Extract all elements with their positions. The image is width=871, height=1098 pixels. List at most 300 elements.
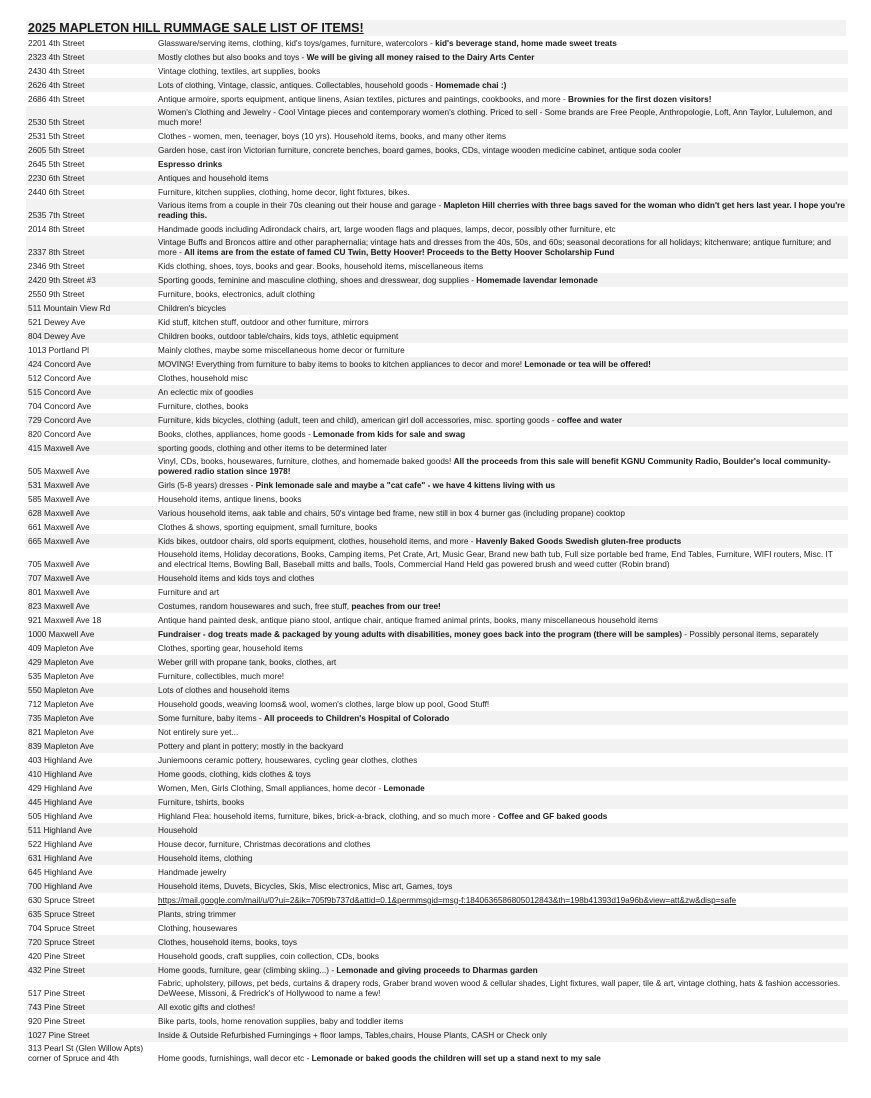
- address-text: 628 Maxwell Ave: [28, 508, 90, 518]
- address-text: 522 Highland Ave: [28, 839, 93, 849]
- address-text: 2440 6th Street: [28, 187, 85, 197]
- description-text: Costumes, random housewares and such, free stuff,: [158, 601, 352, 611]
- table-row: [26, 548, 848, 571]
- description-cell: [156, 143, 848, 157]
- description-text: Household items, Duvets, Bicycles, Skis, Misc electronics, Misc art, Games, toys: [158, 881, 453, 891]
- address-text: 550 Mapleton Ave: [28, 685, 94, 695]
- description-cell: [156, 683, 848, 697]
- description-cell: [156, 921, 848, 935]
- description-text: Highland Flea: household items, furniture, bikes, brick-a-brack, clothing, and so much more -: [158, 811, 498, 821]
- table-row: [26, 879, 848, 893]
- address-text: 2605 5th Street: [28, 145, 85, 155]
- table-row: [26, 506, 848, 520]
- description-text: Clothing, housewares: [158, 923, 238, 933]
- table-row: [26, 455, 848, 478]
- address-cell: [26, 259, 156, 273]
- address-cell: [26, 767, 156, 781]
- address-cell: [26, 795, 156, 809]
- address-text: 801 Maxwell Ave: [28, 587, 90, 597]
- address-text: 511 Mountain View Rd: [28, 303, 111, 313]
- address-cell: [26, 1042, 156, 1065]
- description-cell: [156, 599, 848, 613]
- address-text: 521 Dewey Ave: [28, 317, 86, 327]
- description-cell: [156, 106, 848, 129]
- address-text: 823 Maxwell Ave: [28, 601, 90, 611]
- description-text: Furniture, books, electronics, adult clothing: [158, 289, 315, 299]
- address-cell: [26, 287, 156, 301]
- table-row: [26, 893, 848, 907]
- table-row: [26, 478, 848, 492]
- address-text: 429 Mapleton Ave: [28, 657, 94, 667]
- table-row: [26, 963, 848, 977]
- description-text: Various household items, aak table and chairs, 50's vintage bed frame, new still in box 4 burner gas (including propane) cooktop: [158, 508, 625, 518]
- highlight-text: Lemonade or tea will be offered!: [524, 359, 651, 369]
- description-cell: [156, 613, 848, 627]
- address-cell: [26, 739, 156, 753]
- address-cell: [26, 199, 156, 222]
- address-cell: [26, 78, 156, 92]
- sale-table: [26, 36, 848, 1065]
- description-text: Furniture, collectibles, much more!: [158, 671, 285, 681]
- table-row: [26, 385, 848, 399]
- address-text: 2531 5th Street: [28, 131, 85, 141]
- description-cell: [156, 879, 848, 893]
- description-cell: [156, 78, 848, 92]
- address-cell: [26, 478, 156, 492]
- description-cell: [156, 725, 848, 739]
- description-text: Lots of clothes and household items: [158, 685, 290, 695]
- description-text: Furniture, clothes, books: [158, 401, 249, 411]
- table-row: [26, 949, 848, 963]
- address-text: 720 Spruce Street: [28, 937, 95, 947]
- highlight-text: All the proceeds from this sale will benefit KGNU Community Radio, Boulder's local community-powered radio station since 1978!: [158, 457, 831, 476]
- description-cell: [156, 478, 848, 492]
- table-row: [26, 185, 848, 199]
- highlight-text: We will be giving all money raised to the Dairy Arts Center: [306, 52, 535, 62]
- address-text: 424 Concord Ave: [28, 359, 92, 369]
- address-cell: [26, 879, 156, 893]
- highlight-text: Pink lemonade sale and maybe a "cat cafe" - we have 4 kittens living with us: [255, 480, 556, 490]
- highlight-text: Fundraiser - dog treats made & packaged by young adults with disabilities, money goes back into the program (there will be samples): [158, 629, 682, 639]
- address-cell: [26, 399, 156, 413]
- table-row: [26, 129, 848, 143]
- description-cell: [156, 711, 848, 725]
- description-cell: [156, 50, 848, 64]
- table-row: [26, 413, 848, 427]
- description-cell: [156, 357, 848, 371]
- table-row: [26, 767, 848, 781]
- table-row: [26, 613, 848, 627]
- description-text: Clothes, household misc: [158, 373, 248, 383]
- description-text: Household items, clothing: [158, 853, 253, 863]
- address-text: 705 Maxwell Ave: [28, 559, 90, 569]
- address-text: 712 Mapleton Ave: [28, 699, 94, 709]
- address-text: 704 Spruce Street: [28, 923, 95, 933]
- address-text: 2014 8th Street: [28, 224, 85, 234]
- description-cell: [156, 1000, 848, 1014]
- address-cell: [26, 935, 156, 949]
- description-text: Various items from a couple in their 70s cleaning out their house and garage -: [158, 201, 444, 210]
- description-text: Children's bicycles: [158, 303, 227, 313]
- address-cell: [26, 520, 156, 534]
- table-row: [26, 977, 848, 1000]
- description-cell: [156, 823, 848, 837]
- table-row: [26, 50, 848, 64]
- highlight-text: Lemonade and giving proceeds to Dharmas garden: [336, 965, 538, 975]
- address-cell: [26, 315, 156, 329]
- description-text: Furniture and art: [158, 587, 219, 597]
- table-row: [26, 865, 848, 879]
- description-cell: [156, 399, 848, 413]
- address-text: 505 Maxwell Ave: [28, 466, 90, 476]
- description-cell: [156, 641, 848, 655]
- table-row: [26, 823, 848, 837]
- description-text: Household items, Holiday decorations, Books, Camping items, Pet Crate, Art, Music Gear, Brand new bath tub, Full size portable bed frame, End Tables, Furniture, WIFI routers, Misc. IT and electrical Items, Bowling Ball, Baseball mitts and balls, Tools, Commercial Hand Held gas powered brush and weed cutter (Robin brand): [158, 550, 833, 569]
- description-cell: [156, 329, 848, 343]
- description-text: Handmade jewelry: [158, 867, 227, 877]
- address-text: 2430 4th Street: [28, 66, 85, 76]
- address-cell: [26, 641, 156, 655]
- description-text: Clothes, sporting gear, household items: [158, 643, 303, 653]
- description-cell: [156, 301, 848, 315]
- address-cell: [26, 697, 156, 711]
- address-text: 661 Maxwell Ave: [28, 522, 90, 532]
- description-cell: [156, 571, 848, 585]
- address-text: 2530 5th Street: [28, 117, 85, 127]
- description-cell: [156, 385, 848, 399]
- description-text: Pottery and plant in pottery; mostly in the backyard: [158, 741, 344, 751]
- table-row: [26, 273, 848, 287]
- address-cell: [26, 273, 156, 287]
- address-cell: [26, 343, 156, 357]
- highlight-text: peaches from our tree!: [351, 601, 441, 611]
- table-row: [26, 64, 848, 78]
- description-cell: [156, 287, 848, 301]
- description-cell: [156, 697, 848, 711]
- description-text: Handmade goods including Adirondack chairs, art, large wooden flags and plaques, lamps, decor, possibly other furniture, etc: [158, 224, 616, 234]
- address-cell: [26, 823, 156, 837]
- table-row: [26, 753, 848, 767]
- description-cell: [156, 185, 848, 199]
- description-text: Household goods, craft supplies, coin collection, CDs, books: [158, 951, 380, 961]
- highlight-text: kid's beverage stand, home made sweet treats: [435, 38, 617, 48]
- address-cell: [26, 809, 156, 823]
- description-text: Clothes & shows, sporting equipment, small furniture, books: [158, 522, 378, 532]
- description-text: Vinyl, CDs, books, housewares, furniture, clothes, and homemade baked goods!: [158, 457, 454, 466]
- address-text: 2346 9th Street: [28, 261, 85, 271]
- address-cell: [26, 613, 156, 627]
- description-cell: [156, 171, 848, 185]
- address-cell: [26, 427, 156, 441]
- table-row: [26, 399, 848, 413]
- description-cell: [156, 427, 848, 441]
- description-text: House decor, furniture, Christmas decorations and clothes: [158, 839, 371, 849]
- address-cell: [26, 851, 156, 865]
- highlight-text: All items are from the estate of famed CU Twin, Betty Hoover! Proceeds to the Betty Hoover Scholarship Fund: [184, 247, 615, 257]
- description-text: Antique hand painted desk, antique piano stool, antique chair, antique framed animal prints, books, many miscellaneous household items: [158, 615, 658, 625]
- highlight-text: Brownies for the first dozen visitors!: [567, 94, 712, 104]
- address-cell: [26, 329, 156, 343]
- address-cell: [26, 441, 156, 455]
- highlight-text: Mapleton Hill cherries with three bags saved for the woman who didn't get hers last year. I hope you're reading this.: [158, 201, 845, 220]
- description-text: Girls (5-8 years) dresses -: [158, 480, 256, 490]
- address-text: 1013 Portland Pl: [28, 345, 90, 355]
- description-cell: [156, 157, 848, 171]
- description-cell: [156, 1014, 848, 1028]
- address-cell: [26, 571, 156, 585]
- description-cell: [156, 977, 848, 1000]
- description-text: Household items, antique linens, books: [158, 494, 302, 504]
- table-row: [26, 301, 848, 315]
- highlight-text: Lemonade: [383, 783, 425, 793]
- table-row: [26, 683, 848, 697]
- address-text: 429 Highland Ave: [28, 783, 93, 793]
- address-cell: [26, 455, 156, 478]
- address-text: 505 Highland Ave: [28, 811, 93, 821]
- address-cell: [26, 893, 156, 907]
- table-row: [26, 921, 848, 935]
- table-row: [26, 627, 848, 641]
- description-cell: [156, 767, 848, 781]
- description-text: Household goods, weaving looms& wool, women's clothes, large blow up pool, Good Stuff!: [158, 699, 490, 709]
- address-text: 313 Pearl St (Glen Willow Apts): [28, 1044, 144, 1053]
- address-cell: [26, 781, 156, 795]
- address-cell: [26, 385, 156, 399]
- address-text: 2645 5th Street: [28, 159, 85, 169]
- table-row: [26, 725, 848, 739]
- address-text: 821 Mapleton Ave: [28, 727, 94, 737]
- address-text: 2550 9th Street: [28, 289, 85, 299]
- description-cell: [156, 1042, 848, 1065]
- description-cell: [156, 949, 848, 963]
- description-text: Furniture, kitchen supplies, clothing, home decor, light fixtures, bikes.: [158, 187, 410, 197]
- table-row: [26, 343, 848, 357]
- address-cell: [26, 725, 156, 739]
- address-text: 512 Concord Ave: [28, 373, 92, 383]
- table-row: [26, 837, 848, 851]
- description-text: Fabric, upholstery, pillows, pet beds, curtains & drapery rods, Graber brand woven wood & cellular shades, Light fixtures, wall paper, tile & art, vintage clothing, hats & fashion accessories. DeWeese, Missoni, & Fredrick's of Hollywood to name a few!: [158, 979, 841, 998]
- description-cell: [156, 809, 848, 823]
- description-text: All exotic gifts and clothes!: [158, 1002, 256, 1012]
- address-text: 415 Maxwell Ave: [28, 443, 90, 453]
- table-row: [26, 571, 848, 585]
- description-text: Vintage Buffs and Broncos attire and other paraphernalia; vintage hats and dresses from the 40s, 50s, and 60s; seasonal decorations for all holidays; kitchenware; antique furniture; and more -: [158, 238, 831, 257]
- address-text: 409 Mapleton Ave: [28, 643, 94, 653]
- address-text: 2337 8th Street: [28, 247, 85, 257]
- description-cell: [156, 837, 848, 851]
- description-text: Mainly clothes, maybe some miscellaneous home decor or furniture: [158, 345, 405, 355]
- description-cell: [156, 413, 848, 427]
- address-cell: [26, 143, 156, 157]
- highlight-text: Lemonade or baked goods the children will set up a stand next to my sale: [311, 1053, 601, 1063]
- address-text: 585 Maxwell Ave: [28, 494, 90, 504]
- address-text: 2230 6th Street: [28, 173, 85, 183]
- address-text: 403 Highland Ave: [28, 755, 93, 765]
- highlight-text: All proceeds to Children's Hospital of Colorado: [263, 713, 450, 723]
- description-text: Kid stuff, kitchen stuff, outdoor and other furniture, mirrors: [158, 317, 369, 327]
- description-text: Women, Men, Girls Clothing, Small appliances, home decor -: [158, 783, 384, 793]
- highlight-text: Coffee and GF baked goods: [497, 811, 608, 821]
- description-cell: [156, 222, 848, 236]
- description-cell: [156, 371, 848, 385]
- address-text: 735 Mapleton Ave: [28, 713, 94, 723]
- table-row: [26, 795, 848, 809]
- address-cell: [26, 963, 156, 977]
- description-text: Juniemoons ceramic pottery, housewares, cycling gear clothes, clothes: [158, 755, 418, 765]
- address-text: 445 Highland Ave: [28, 797, 93, 807]
- sale-rows: [26, 36, 848, 1065]
- address-cell: [26, 36, 156, 50]
- table-row: [26, 143, 848, 157]
- highlight-text: Homemade lavendar lemonade: [476, 275, 598, 285]
- address-text: 515 Concord Ave: [28, 387, 92, 397]
- highlight-text: Lemonade from kids for sale and swag: [313, 429, 466, 439]
- description-cell: [156, 259, 848, 273]
- address-text: 511 Highland Ave: [28, 825, 92, 835]
- address-cell: [26, 865, 156, 879]
- address-cell: [26, 157, 156, 171]
- table-row: [26, 669, 848, 683]
- description-cell: [156, 585, 848, 599]
- address-text: 630 Spruce Street: [28, 895, 95, 905]
- address-text: 2201 4th Street: [28, 38, 85, 48]
- address-cell: [26, 106, 156, 129]
- highlight-text: Espresso drinks: [158, 159, 223, 169]
- table-row: [26, 641, 848, 655]
- address-cell: [26, 1000, 156, 1014]
- table-row: [26, 236, 848, 259]
- table-row: [26, 171, 848, 185]
- table-row: [26, 259, 848, 273]
- description-text: Clothes, household items, books, toys: [158, 937, 297, 947]
- address-cell: [26, 1014, 156, 1028]
- address-cell: [26, 64, 156, 78]
- address-cell: [26, 301, 156, 315]
- description-text: Glassware/serving items, clothing, kid's toys/games, furniture, watercolors -: [158, 38, 436, 48]
- address-cell: [26, 599, 156, 613]
- description-text: Home goods, furniture, gear (climbing skiing...) -: [158, 965, 337, 975]
- address-text: corner of Spruce and 4th: [28, 1053, 119, 1063]
- description-cell: [156, 492, 848, 506]
- table-row: [26, 935, 848, 949]
- address-text: 920 Pine Street: [28, 1016, 85, 1026]
- description-cell: [156, 893, 848, 907]
- description-cell: [156, 36, 848, 50]
- description-text: Furniture, tshirts, books: [158, 797, 245, 807]
- address-text: 1000 Maxwell Ave: [28, 629, 95, 639]
- description-cell: [156, 907, 848, 921]
- description-cell: [156, 64, 848, 78]
- table-row: [26, 92, 848, 106]
- table-row: [26, 697, 848, 711]
- table-row: [26, 711, 848, 725]
- address-cell: [26, 585, 156, 599]
- address-text: 2420 9th Street #3: [28, 275, 96, 285]
- description-text: MOVING! Everything from furniture to baby items to books to kitchen appliances to decor and more!: [158, 359, 525, 369]
- address-text: 707 Maxwell Ave: [28, 573, 90, 583]
- address-cell: [26, 711, 156, 725]
- address-cell: [26, 185, 156, 199]
- address-text: 700 Highland Ave: [28, 881, 93, 891]
- table-row: [26, 809, 848, 823]
- description-text: Plants, string trimmer: [158, 909, 236, 919]
- address-cell: [26, 669, 156, 683]
- address-cell: [26, 171, 156, 185]
- description-cell: [156, 199, 848, 222]
- attachment-link[interactable]: https://mail.google.com/mail/u/0?ui=2&ik=705f9b737d&attid=0.1&permmsgid=msg-f:1840636586805012843&th=198b41393d19a96b&view=att&zw&disp=safe: [158, 895, 737, 905]
- address-cell: [26, 236, 156, 259]
- address-cell: [26, 92, 156, 106]
- address-cell: [26, 371, 156, 385]
- description-text: Lots of clothing, Vintage, classic, antiques. Collectables, household goods -: [158, 80, 436, 90]
- address-cell: [26, 222, 156, 236]
- address-cell: [26, 655, 156, 669]
- description-text: Not entirely sure yet...: [158, 727, 239, 737]
- address-text: 2323 4th Street: [28, 52, 85, 62]
- description-text: Weber grill with propane tank, books, clothes, art: [158, 657, 337, 667]
- table-row: [26, 655, 848, 669]
- description-text: Mostly clothes but also books and toys -: [158, 52, 307, 62]
- address-cell: [26, 357, 156, 371]
- description-text: Antiques and household items: [158, 173, 269, 183]
- description-cell: [156, 273, 848, 287]
- address-cell: [26, 1028, 156, 1042]
- table-row: [26, 106, 848, 129]
- table-row: [26, 287, 848, 301]
- description-text: sporting goods, clothing and other items to be determined later: [158, 443, 387, 453]
- description-text: Children books, outdoor table/chairs, kids toys, athletic equipment: [158, 331, 399, 341]
- description-cell: [156, 1028, 848, 1042]
- description-text: Household: [158, 825, 198, 835]
- table-row: [26, 907, 848, 921]
- description-cell: [156, 851, 848, 865]
- address-cell: [26, 50, 156, 64]
- description-suffix: - Possibly personal items, separately: [682, 629, 819, 639]
- table-row: [26, 851, 848, 865]
- highlight-text: Havenly Baked Goods Swedish gluten-free products: [475, 536, 682, 546]
- address-cell: [26, 506, 156, 520]
- table-row: [26, 492, 848, 506]
- address-cell: [26, 548, 156, 571]
- address-cell: [26, 753, 156, 767]
- address-text: 2626 4th Street: [28, 80, 85, 90]
- table-row: [26, 1000, 848, 1014]
- table-row: [26, 1042, 848, 1065]
- description-cell: [156, 92, 848, 106]
- description-text: Women's Clothing and Jewelry - Cool Vintage pieces and contemporary women's clothing. Priced to sell - Some brands are Free People, Anthropologie, Loft, Ann Taylor, Lululemon, and much more!: [158, 108, 833, 127]
- address-text: 432 Pine Street: [28, 965, 85, 975]
- description-text: Inside & Outside Refurbished Furningings + floor lamps, Tables,chairs, House Plants, CASH or Check only: [158, 1030, 547, 1040]
- address-text: 1027 Pine Street: [28, 1030, 90, 1040]
- address-text: 410 Highland Ave: [28, 769, 93, 779]
- address-text: 517 Pine Street: [28, 988, 85, 998]
- address-text: 729 Concord Ave: [28, 415, 92, 425]
- table-row: [26, 427, 848, 441]
- description-text: Clothes - women, men, teenager, boys (10 yrs). Household items, books, and many other items: [158, 131, 507, 141]
- description-cell: [156, 753, 848, 767]
- description-text: Vintage clothing, textiles, art supplies, books: [158, 66, 321, 76]
- description-text: Furniture, kids bicycles, clothing (adult, teen and child), american girl doll accessories, misc. sporting goods -: [158, 415, 557, 425]
- table-row: [26, 157, 848, 171]
- table-row: [26, 1028, 848, 1042]
- description-text: Books, clothes, appliances, home goods -: [158, 429, 314, 439]
- table-row: [26, 78, 848, 92]
- address-text: 820 Concord Ave: [28, 429, 92, 439]
- address-cell: [26, 837, 156, 851]
- table-row: [26, 222, 848, 236]
- table-row: [26, 739, 848, 753]
- table-row: [26, 36, 848, 50]
